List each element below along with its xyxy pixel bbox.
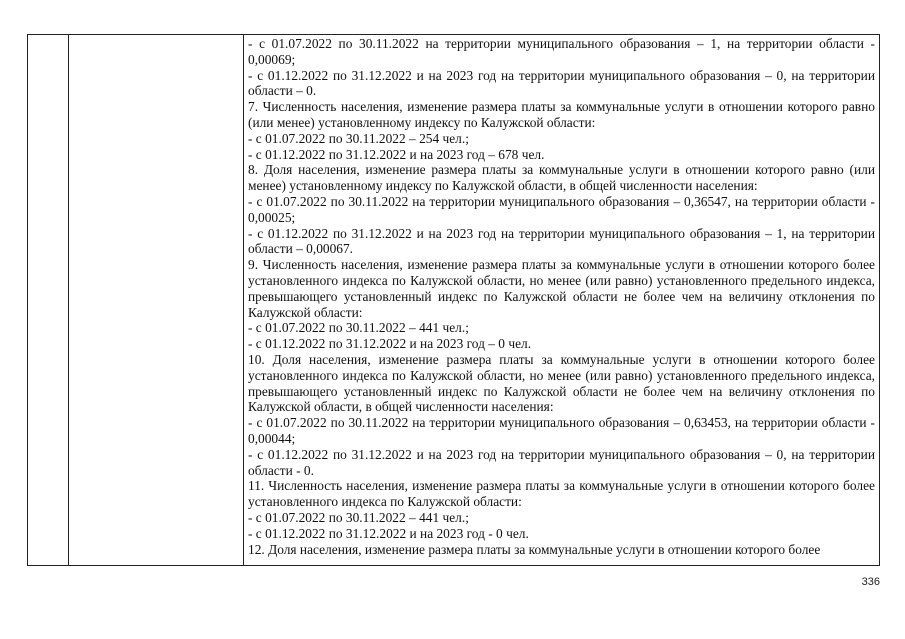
paragraph: 8. Доля населения, изменение размера платы за коммунальные услуги в отношении которого равно (или менее) установленному индексу по Калужской области, в общей численности населения: [248,162,875,194]
page-number: 336 [861,576,880,588]
paragraph: - с 01.07.2022 по 30.11.2022 – 441 чел.; [248,509,469,525]
paragraph: - с 01.12.2022 по 31.12.2022 и на 2023 год - 0 чел. [248,525,529,541]
paragraph: 10. Доля населения, изменение размера платы за коммунальные услуги в отношении которого более установленного индекса по Калужской области, но менее (или равно) установленного предельного индекса, превышающего установленный индекс по Калужской области не более чем на величину отклонения по Калужской области, в общей численности населения: [248,351,875,415]
paragraph: - с 01.07.2022 по 30.11.2022 – 441 чел.; [248,320,469,336]
number-column-cell [28,35,69,566]
content-column-cell [244,35,880,566]
table-row [28,35,880,566]
paragraph: - с 01.12.2022 по 31.12.2022 и на 2023 год на территории муниципального образования – 0, на территории области – 0. [248,67,875,99]
content-text [244,35,879,557]
paragraph: - с 01.12.2022 по 31.12.2022 и на 2023 год на территории муниципального образования – 1, на территории области – 0,00067. [248,225,875,257]
paragraph: - с 01.12.2022 по 31.12.2022 и на 2023 год на территории муниципального образования – 0, на территории области - 0. [248,446,875,478]
paragraph: 9. Численность населения, изменение размера платы за коммунальные услуги в отношении которого более установленного индекса по Калужской области, но менее (или равно) установленного предельного индекса, превышающего установленный индекс по Калужской области не более чем на величину отклонения по Калужской области: [248,257,875,320]
paragraph: - с 01.12.2022 по 31.12.2022 и на 2023 год – 678 чел. [248,146,545,162]
paragraph: - с 01.07.2022 по 30.11.2022 на территории муниципального образования – 0,63453, на территории области - 0,00044; [248,415,875,446]
document-table [27,34,880,566]
paragraph: 12. Доля населения, изменение размера платы за коммунальные услуги в отношении которого более [248,541,821,557]
name-column-cell [69,35,244,566]
paragraph: - с 01.07.2022 по 30.11.2022 – 254 чел.; [248,130,469,146]
paragraph: - с 01.07.2022 по 30.11.2022 на территории муниципального образования – 1, на территории области - 0,00069; [248,36,875,67]
paragraph: - с 01.12.2022 по 31.12.2022 и на 2023 год – 0 чел. [248,336,532,352]
paragraph: 11. Численность населения, изменение размера платы за коммунальные услуги в отношении которого более установленного индекса по Калужской области: [248,478,875,510]
paragraph: 7. Численность населения, изменение размера платы за коммунальные услуги в отношении которого равно (или менее) установленному индексу по Калужской области: [248,99,875,130]
paragraph: - с 01.07.2022 по 30.11.2022 на территории муниципального образования – 0,36547, на территории области - 0,00025; [248,193,875,225]
